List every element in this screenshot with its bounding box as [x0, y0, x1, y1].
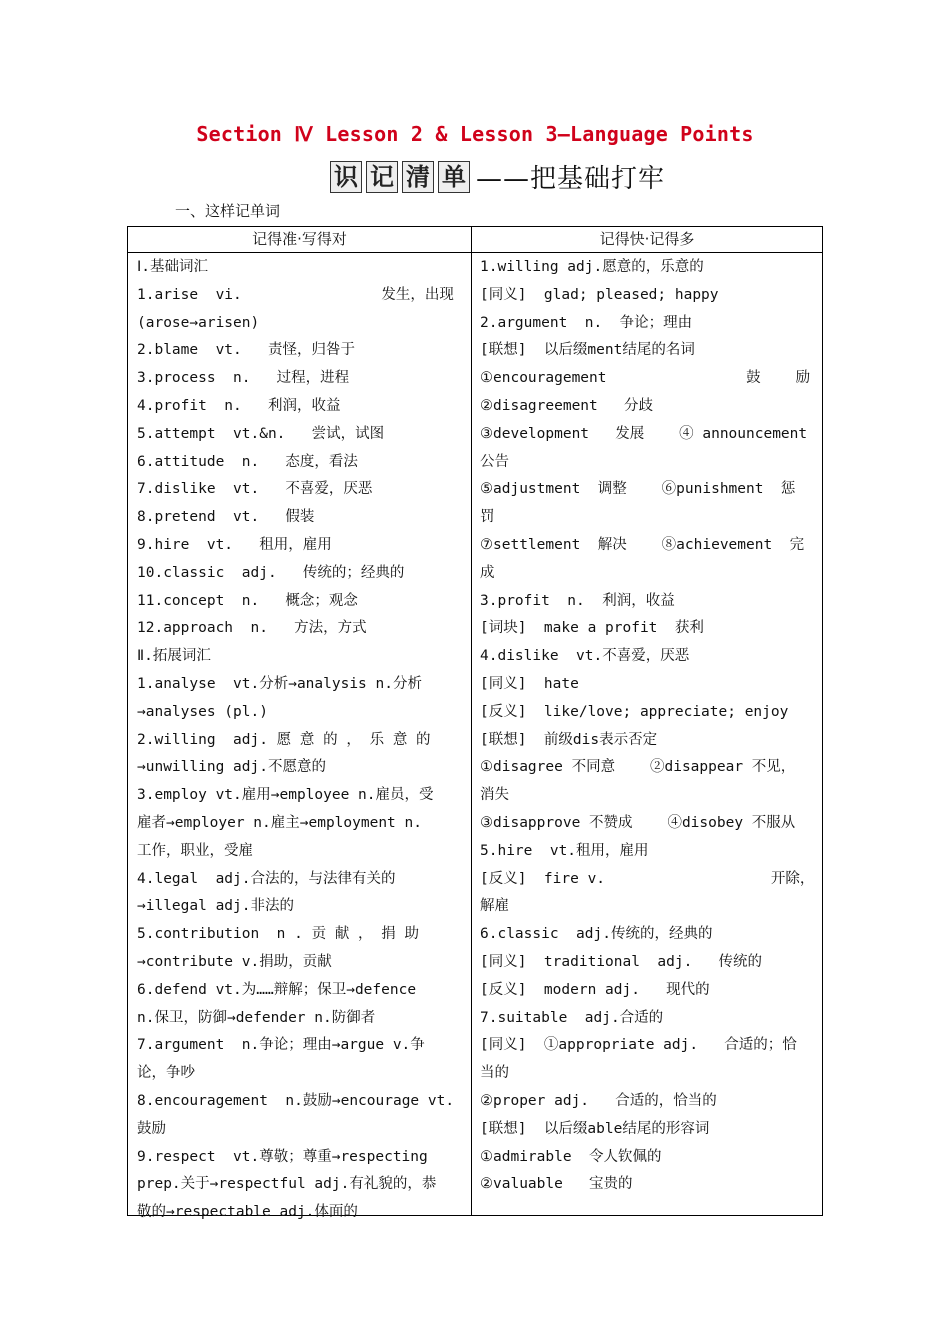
left-text-line: 敬的→respectable adj.体面的 [137, 1204, 358, 1221]
left-text-line: 11.concept n. 概念；观念 [137, 592, 358, 609]
left-column-lines [137, 254, 464, 1227]
right-text-line: [反义] like/love; appreciate; enjoy [480, 703, 789, 720]
subtitle [330, 158, 665, 195]
subtitle-char-box: 识 [330, 161, 362, 193]
right-text-line: 2.argument n. 争论；理由 [480, 314, 693, 331]
subtitle-char-box: 记 [366, 161, 398, 193]
right-text-line: ⑦settlement 解决 ⑧achievement 完 [480, 536, 805, 553]
right-text-line: 成 [480, 564, 495, 581]
left-text-line: 5.contribution n . 贡 献 ， 捐 助 [137, 926, 420, 943]
right-text-line: 4.dislike vt.不喜爱，厌恶 [480, 648, 690, 665]
subtitle-text: ——把基础打牢 [476, 164, 666, 194]
left-text-line: 2.blame vt. 责怪，归咎于 [137, 342, 355, 359]
left-text-line: n.保卫，防御→defender n.防御者 [137, 1009, 376, 1026]
right-text-line: 罚 [480, 509, 495, 526]
left-text-line: (arose→arisen) [137, 314, 260, 331]
left-text-line: Ⅰ.基础词汇 [137, 259, 209, 275]
right-text-line: [同义] glad; pleased; happy [480, 286, 719, 303]
right-text-line: [联想] 前级dis表示否定 [480, 731, 658, 748]
right-text-line: ①admirable 令人钦佩的 [480, 1148, 662, 1165]
left-text-line: Ⅱ.拓展词汇 [137, 648, 211, 665]
left-text-line: 8.encouragement n.鼓励→encourage vt. [137, 1092, 455, 1109]
right-text-line: ⑤adjustment 调整 ⑥punishment 惩 [480, 481, 796, 498]
left-text-line: 8.pretend vt. 假装 [137, 509, 315, 526]
right-text-line: 公告 [480, 453, 509, 470]
right-text-line: ②proper adj. 合适的，恰当的 [480, 1092, 717, 1109]
left-text-line: 9.hire vt. 租用，雇用 [137, 536, 332, 553]
left-text-line: 5.attempt vt.&n. 尝试，试图 [137, 425, 385, 442]
right-text-line: [反义] fire v. 开除， [480, 870, 815, 887]
subtitle-char-box: 清 [402, 161, 434, 193]
right-text-line: [同义] traditional adj. 传统的 [480, 953, 763, 970]
right-text-line: [反义] modern adj. 现代的 [480, 981, 710, 998]
left-text-line: 3.employ vt.雇用→employee n.雇员，受 [137, 787, 434, 804]
right-text-line: [同义] ①appropriate adj. 合适的；恰 [480, 1037, 797, 1054]
left-text-line: 12.approach n. 方法，方式 [137, 620, 367, 637]
right-text-line: 7.suitable adj.合适的 [480, 1009, 664, 1026]
right-text-line: [联想] 以后缀able结尾的形容词 [480, 1120, 710, 1137]
left-text-line: 论，争吵 [137, 1065, 195, 1082]
left-text-line: 9.respect vt.尊敬；尊重→respecting [137, 1148, 428, 1165]
right-column-lines [480, 254, 816, 1199]
header-divider [128, 252, 822, 253]
left-text-line: 2.willing adj. 愿 意 的 ， 乐 意 的 [137, 731, 431, 748]
left-text-line: 鼓励 [137, 1120, 166, 1137]
left-text-line: prep.关于→respectful adj.有礼貌的，恭 [137, 1176, 437, 1193]
left-text-line: 7.dislike vt. 不喜爱，厌恶 [137, 481, 373, 498]
left-text-line: 4.profit n. 利润，收益 [137, 397, 341, 414]
left-text-line: →contribute v.捐助，贡献 [137, 953, 332, 970]
left-text-line: 6.defend vt.为……辩解；保卫→defence [137, 981, 417, 998]
section-heading: 一、这样记单词 [175, 202, 281, 220]
right-text-line: ③disapprove 不赞成 ④disobey 不服从 [480, 814, 796, 831]
vocabulary-table [127, 226, 823, 1221]
right-text-line: 6.classic adj.传统的，经典的 [480, 926, 713, 943]
right-text-line: 解雇 [480, 898, 509, 915]
right-text-line: [同义] hate [480, 675, 579, 692]
left-text-line: 1.analyse vt.分析→analysis n.分析 [137, 675, 422, 692]
right-text-line: 当的 [480, 1065, 509, 1082]
right-text-line: 5.hire vt.租用，雇用 [480, 842, 649, 859]
left-text-line: 1.arise vi. 发生，出现 [137, 286, 454, 303]
left-text-line: →unwilling adj.不愿意的 [137, 759, 326, 776]
right-text-line: ③development 发展 ④ announcement [480, 425, 808, 442]
left-text-line: 雇者→employer n.雇主→employment n. [137, 814, 422, 831]
right-text-line: ②disagreement 分歧 [480, 397, 653, 414]
right-text-line: [联想] 以后缀ment结尾的名词 [480, 342, 695, 359]
right-text-line: 消失 [480, 787, 509, 804]
left-text-line: 工作，职业，受雇 [137, 842, 253, 859]
left-text-line: →analyses (pl.) [137, 703, 268, 720]
column-divider [471, 227, 472, 1215]
left-text-line: 4.legal adj.合法的，与法律有关的 [137, 870, 396, 887]
left-text-line: 10.classic adj. 传统的；经典的 [137, 564, 405, 581]
right-text-line: [词块] make a profit 获利 [480, 620, 704, 637]
right-text-line: ②valuable 宝贵的 [480, 1176, 633, 1193]
left-text-line: 3.process n. 过程，进程 [137, 370, 350, 387]
right-text-line: ①encouragement 鼓 励 [480, 370, 811, 387]
page-title: Section Ⅳ Lesson 2 & Lesson 3—Language Points [196, 122, 754, 146]
right-column-header: 记得快·记得多 [599, 230, 695, 248]
left-text-line: →illegal adj.非法的 [137, 898, 294, 915]
right-text-line: 3.profit n. 利润，收益 [480, 592, 675, 609]
right-text-line: ①disagree 不同意 ②disappear 不见， [480, 759, 796, 776]
left-text-line: 7.argument n.争论；理由→argue v.争 [137, 1037, 425, 1054]
right-text-line: 1.willing adj.愿意的，乐意的 [480, 259, 704, 275]
subtitle-char-box: 单 [438, 161, 470, 193]
left-column-header: 记得准·写得对 [252, 230, 347, 248]
left-text-line: 6.attitude n. 态度，看法 [137, 453, 358, 470]
